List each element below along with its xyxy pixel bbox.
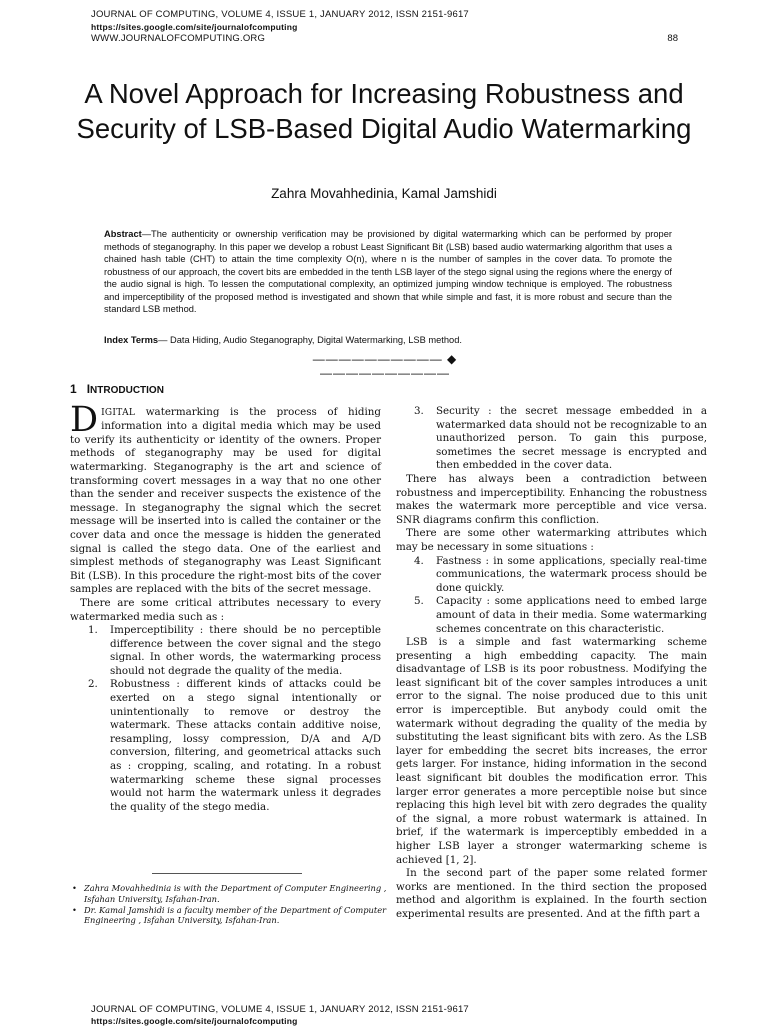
journal-header: JOURNAL OF COMPUTING, VOLUME 4, ISSUE 1, JANUARY 2012, ISSN 2151-9617 [91, 9, 469, 20]
index-terms [104, 335, 672, 345]
abstract-label: Abstract [104, 229, 142, 239]
right-column [396, 405, 707, 922]
attribute-list-right-2 [396, 555, 707, 637]
bullet-icon: • [72, 883, 77, 893]
footnote-item [72, 883, 392, 905]
list-item-text: Robustness : different kinds of attacks could be exerted on a stego signal intentionally or unintentionally to remove or destroy the watermark. These attacks contain additive noise, resampling, lossy compression, D/A and A/D conversion, filtering, and geometrical attacks such as : cropping, scaling, and rotating. In a robust watermarking scheme these signal processes would not harm the watermark unless it degrades the quality of the stego media. [110, 678, 381, 813]
list-item [70, 624, 381, 678]
index-terms-text: — Data Hiding, Audio Steganography, Digital Watermarking, LSB method. [158, 335, 462, 345]
list-item-text: Security : the secret message embedded in a watermarked data should not be recognizable to an unauthorized person. To gain this purpose, sometimes the secret message is encrypted and then embedded in the cover data. [436, 405, 707, 472]
attribute-list-right-1 [396, 405, 707, 473]
section-separator: —————————— ◆ —————————— [312, 352, 458, 380]
list-item-number: 4. [414, 554, 424, 567]
paper-title: A Novel Approach for Increasing Robustness and Security of LSB-Based Digital Audio Watermarking [76, 78, 692, 144]
list-item [396, 595, 707, 636]
journal-footer: JOURNAL OF COMPUTING, VOLUME 4, ISSUE 1, JANUARY 2012, ISSN 2151-9617 [91, 1004, 469, 1015]
paper-authors: Zahra Movahhedinia, Kamal Jamshidi [271, 186, 497, 201]
paragraph-outline: In the second part of the paper some related former works are mentioned. In the third section the proposed method and algorithm is explained. In the fourth section experimental results are presented. And at the fifth part a [396, 867, 707, 920]
attribute-list-left [70, 624, 381, 814]
list-item-number: 2. [88, 678, 98, 691]
abstract [104, 228, 672, 316]
intro-paragraph-1 [70, 399, 381, 597]
footnote-rule [152, 873, 302, 874]
footnote-text: Dr. Kamal Jamshidi is a faculty member of the Department of Computer Engineering , Isfahan University, Isfahan-Iran. [84, 904, 387, 926]
footnote-item [72, 905, 392, 927]
first-word-rest: IGITAL [101, 407, 136, 418]
list-item [70, 678, 381, 814]
drop-cap: D [70, 399, 99, 440]
list-item-number: 5. [414, 595, 424, 608]
index-terms-label: Index Terms [104, 335, 159, 345]
section-number: 1 [70, 382, 77, 396]
abstract-text: —The authenticity or ownership verification may be provisioned by digital watermarking which can be performed by proper methods of steganography. In this paper we develop a robust Least Significant Bit (LSB) based audio watermarking algorithm that uses a chained hash table (CHT) to attain the time complexity O(n), where n is the number of samples in the cover data. To promote the robustness of our approach, the covert bits are embedded in the tenth LSB layer of the stego signal using the regions where the energy of the audio signal is high. To lessen the computational complexity, an optimized jumping window technique is employed. The robustness and imperceptibility of the proposed method is investigated and shown that while simple and fast, it is more robust and secure than the standard LSB method. [104, 229, 672, 314]
list-item-number: 1. [88, 624, 98, 637]
intro-paragraph-1-text: watermarking is the process of hiding information into a digital media which may be used to verify its authenticity or identity of the owners. Proper methods of steganography may be used for digital watermarking. Steganography is the art and science of transforming covert messages in a way that no one other than the sender and receiver suspects the existence of the message. In steganography the signal which the secret message will be inserted into is called the container or the cover data and once the message is hidden the generated signal is called the stego data. One of the earliest and simplest methods of steganography was Least Significant Bit (LSB). In this procedure the right-most bits of the cover samples are replaced with the bits of the secret message. [70, 405, 381, 596]
paragraph-lsb: LSB is a simple and fast watermarking scheme presenting a high embedding capacity. The main disadvantage of LSB is its poor robustness. Modifying the least significant bit of the cover samples introduces a unit error to the signal. The noise produced due to this unit error is imperceptible. But anybody could omit the watermark without degrading the quality of the media by substituting the least significant bits with zero. As the LSB layer for embedding the secret bits increases, the error gets larger. For instance, hiding information in the second least significant bit doubles the modification error. This larger error generates a more perceptible noise but since replacing this high level bit with zero degrades the quality of the signal, a more robust watermark is attained. In brief, if the watermark is imperceptibly embedded in a higher LSB layer a stronger watermarking scheme is achieved [1, 2]. [396, 636, 707, 866]
paragraph-other-attributes: There are some other watermarking attributes which may be necessary in some situations : [396, 527, 707, 553]
list-item [396, 555, 707, 596]
list-item-number: 3. [414, 405, 424, 417]
footnote-text: Zahra Movahhedinia is with the Department of Computer Engineering , Isfahan University, Isfahan-Iran. [84, 883, 387, 904]
list-item-text: Capacity : some applications need to embed large amount of data in their media. Some watermarking schemes concentrate on this characteristic. [436, 595, 707, 635]
journal-url[interactable]: https://sites.google.com/site/journalofcomputing [91, 22, 298, 32]
list-item-text: Imperceptibility : there should be no perceptible difference between the cover signal and the stego signal. In other words, the watermarking process should not degrade the quality of the media. [110, 624, 381, 677]
bullet-icon: • [72, 904, 77, 915]
paragraph-contradiction: There has always been a contradiction between robustness and imperceptibility. Enhancing the robustness makes the watermark more perceptible and vice versa. SNR diagrams confirm this confliction. [396, 472, 707, 526]
section-heading [70, 383, 381, 398]
section-title-cap: I [86, 382, 91, 396]
intro-paragraph-2: There are some critical attributes necessary to every watermarked media such as : [70, 596, 381, 623]
list-item-text: Fastness : in some applications, specially real-time communications, the watermark process should be done quickly. [436, 554, 707, 594]
list-item [396, 405, 707, 473]
footer-url[interactable]: https://sites.google.com/site/journalofcomputing [91, 1016, 298, 1026]
footnotes [72, 883, 392, 926]
left-column [70, 383, 381, 814]
section-title-rest: NTRODUCTION [90, 385, 164, 396]
page-number: 88 [667, 33, 678, 44]
journal-site[interactable]: WWW.JOURNALOFCOMPUTING.ORG [91, 33, 266, 44]
